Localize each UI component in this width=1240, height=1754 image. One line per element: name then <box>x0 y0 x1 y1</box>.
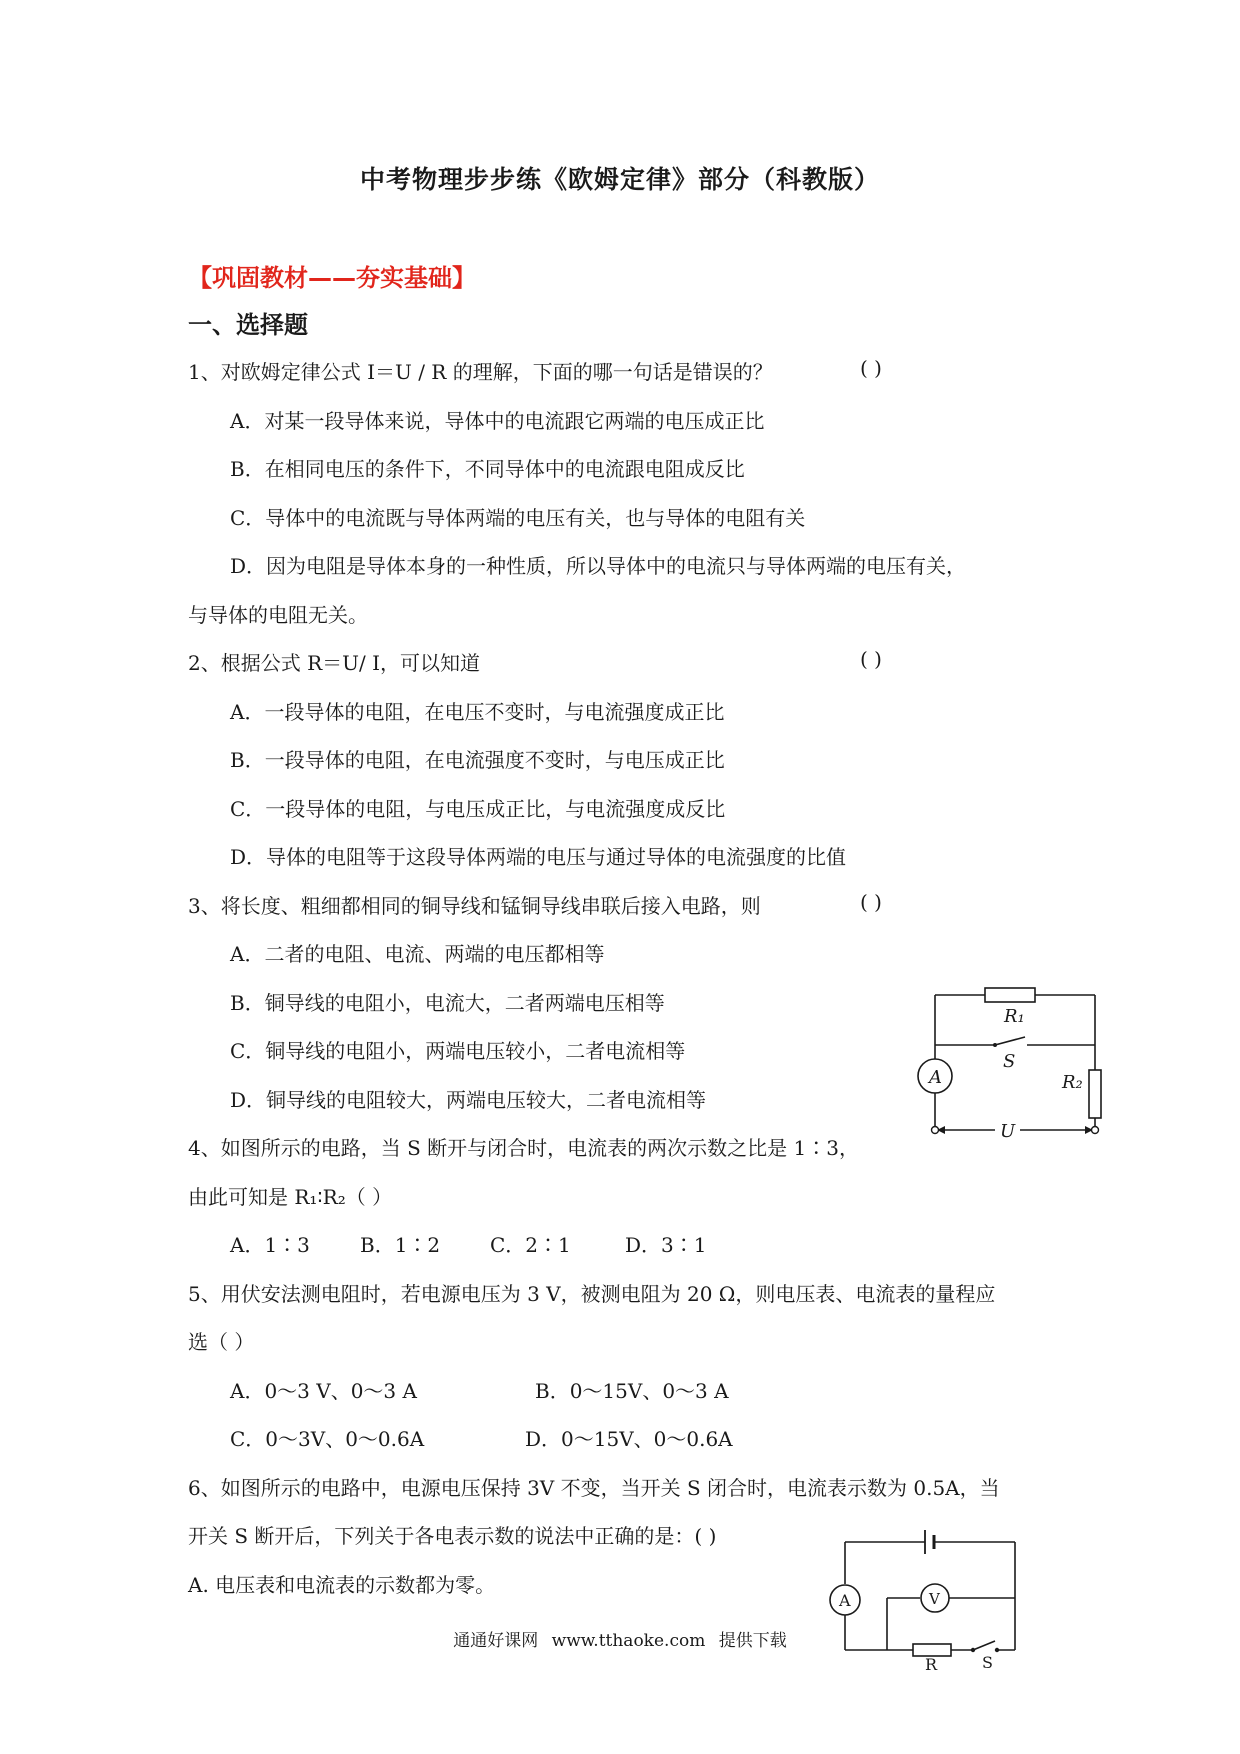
question-1-answer-paren: ( ) <box>860 356 882 380</box>
question-1-option-a: A．对某一段导体来说，导体中的电流跟它两端的电压成正比 <box>230 409 765 433</box>
circuit-2-label-s: S <box>982 1653 993 1670</box>
question-4-stem: 4、如图所示的电路，当 S 断开与闭合时，电流表的两次示数之比是 1∶3， <box>188 1136 859 1160</box>
question-6-stem-cont: 开关 S 断开后，下列关于各电表示数的说法中正确的是：( ) <box>188 1524 717 1548</box>
question-1-option-b: B．在相同电压的条件下，不同导体中的电流跟电阻成反比 <box>230 457 745 481</box>
question-1-option-c: C．导体中的电流既与导体两端的电压有关，也与导体的电阻有关 <box>230 506 806 530</box>
question-2-option-d: D．导体的电阻等于这段导体两端的电压与通过导体的电流强度的比值 <box>230 845 847 869</box>
question-4-option-c: C．2∶1 <box>490 1233 571 1257</box>
section-heading: 一、选择题 <box>188 311 308 339</box>
question-6-option-a: A. 电压表和电流表的示数都为零。 <box>188 1573 496 1597</box>
page-title: 中考物理步步练《欧姆定律》部分（科教版） <box>359 165 880 194</box>
question-1-stem: 1、对欧姆定律公式 I＝U / R 的理解，下面的哪一句话是错误的？ <box>188 360 773 384</box>
question-2-option-a: A．一段导体的电阻，在电压不变时，与电流强度成正比 <box>230 700 725 724</box>
question-4-option-d: D．3∶1 <box>625 1233 707 1257</box>
question-4-option-b: B．1∶2 <box>360 1233 441 1257</box>
circuit-1-label-r2: R₂ <box>1062 1072 1083 1093</box>
footer-site-name: 通通好课网 <box>453 1631 539 1651</box>
question-2-answer-paren: ( ) <box>860 647 882 671</box>
question-2-option-b: B．一段导体的电阻，在电流强度不变时，与电压成正比 <box>230 748 725 772</box>
question-6-stem: 6、如图所示的电路中，电源电压保持 3V 不变，当开关 S 闭合时，电流表示数为 0.5A，当 <box>188 1476 1000 1500</box>
circuit-1-label-s: S <box>1003 1051 1016 1072</box>
circuit-2-ammeter-label: A <box>839 1591 851 1610</box>
footer-suffix: 提供下载 <box>718 1631 787 1651</box>
question-5-stem-cont: 选（ ） <box>188 1330 255 1354</box>
question-4-option-a: A．1∶3 <box>230 1233 310 1257</box>
question-3-option-a: A．二者的电阻、电流、两端的电压都相等 <box>230 942 605 966</box>
circuit-1-label-u: U <box>1000 1121 1016 1142</box>
question-5-option-b: B．0～15V、0～3 A <box>535 1379 729 1403</box>
circuit-2-voltmeter-label: V <box>929 1590 940 1608</box>
question-1-option-d: D．因为电阻是导体本身的一种性质，所以导体中的电流只与导体两端的电压有关， <box>230 554 967 578</box>
section-heading-red: 【巩固教材——夯实基础】 <box>188 264 476 292</box>
question-3-option-c: C．铜导线的电阻小，两端电压较小，二者电流相等 <box>230 1039 686 1063</box>
question-5-stem: 5、用伏安法测电阻时，若电源电压为 3 V，被测电阻为 20 Ω，则电压表、电流表的量程应 <box>188 1282 996 1306</box>
question-1-option-d-cont: 与导体的电阻无关。 <box>188 603 368 627</box>
question-4-stem-cont: 由此可知是 R₁∶R₂（ ） <box>188 1185 393 1209</box>
question-3-answer-paren: ( ) <box>860 890 882 914</box>
circuit-1-ammeter-label: A <box>929 1067 942 1088</box>
question-5-option-c: C．0～3V、0～0.6A <box>230 1427 425 1451</box>
footer-url: www.tthaoke.com <box>551 1631 706 1651</box>
circuit-2-label-r: R <box>925 1655 938 1670</box>
question-3-option-b: B．铜导线的电阻小，电流大，二者两端电压相等 <box>230 991 665 1015</box>
question-5-option-d: D．0～15V、0～0.6A <box>525 1427 733 1451</box>
question-3-stem: 3、将长度、粗细都相同的铜导线和锰铜导线串联后接入电路，则 <box>188 894 761 918</box>
question-2-option-c: C．一段导体的电阻，与电压成正比，与电流强度成反比 <box>230 797 726 821</box>
question-3-option-d: D．铜导线的电阻较大，两端电压较大，二者电流相等 <box>230 1088 707 1112</box>
question-5-option-a: A．0～3 V、0～3 A <box>230 1379 417 1403</box>
circuit-diagram-1 <box>900 975 1120 1150</box>
page-footer <box>0 1626 1240 1651</box>
question-2-stem: 2、根据公式 R＝U/ I，可以知道 <box>188 651 480 675</box>
circuit-1-label-r1: R₁ <box>1004 1006 1025 1027</box>
